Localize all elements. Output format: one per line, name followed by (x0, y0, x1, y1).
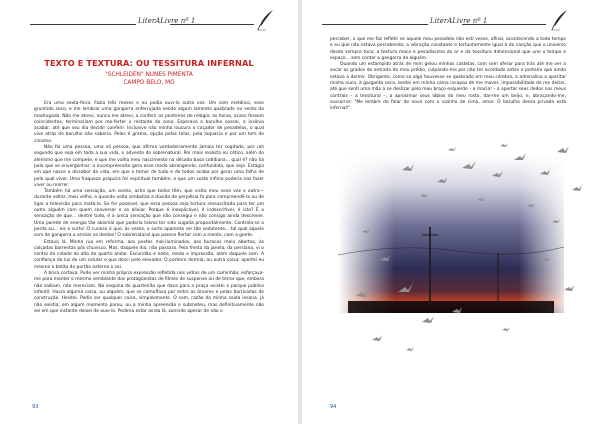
left-page (0, 0, 298, 424)
dusk-sky-illustration (338, 155, 564, 313)
paragraph: Não foi uma pessoa, uma só pessoa, que afirma verdadeiramente jamais ter cogitado, por um segundo que seja em toda a sua vida, o advento do sobrenatural. Por mais realista ou cético, além do alerismo que me compete, e que me valha meu nascimento na década basa cotidiana... qual é? não há pelo que se envergonhar: a incompreensão gera esse medo abrangendo, confundida, que seja. Estágio em que nasce o dissabor da vida, em que o temor de tudo e de todos acaba por gerar uma falha de pelo qual viver. Uma fraqueza psíquica for espiritual também, e que um susto ínfimo poderia nos fazer viver ou morrer. (34, 145, 264, 188)
article-byline (0, 71, 298, 87)
right-page (302, 0, 600, 424)
paragraph: Também há uma sensação, um sonho, acho que todos têm, que visita meu sono vez e outra—durante voltar, meu velho, e quando volta simboliza a dúvida de perpétua fa para compreendê-la ou de ligar a televisão para matá-la. Se for possível, que essa pessoa seja tortura ressuscitada para ter um outro alguém com quem conversar e se aliviar. Porque é inexplicável, é indescritível, é isto? É a sensação de que... dentre tudo, é a única sensação que não consegui e não consigo ainda descrever. Uma parede de energia tão abismal que poderia talvez ter sido sugada propositalmente. Controla-se a perda ou... eis o surto! O curioso é que, às vezes, o surto aparenta ser tão sedutente... tal qual aquele som de gangorra a arreiar os dentes! O sobrenatural que parece flertar com a mente, com a gente. (34, 189, 264, 239)
header-title: LiterALivre nº 1 (138, 17, 196, 25)
paragraph: Estava lá. Minha rua em reforma, aos postes mal-iluminados, aos buracos meio abertos, às calçadas barrentas pós chuvisco. Mas, daquele dia, não passara. Pela fresta da janela, da persiana, vi o centro da cidade do alto do quarto andar. Escuridão e noite, medo e impressão, além daquele som. A confiança da luz de um celular e que desci pelo elevador. O porteiro dormia, ou outra coisa; apertei eu mesmo o botão do portão externo e sai. (34, 239, 264, 270)
page-number: 93 (32, 404, 39, 410)
page-header (302, 8, 600, 34)
article-title: TEXTO E TEXTURA: OU TESSITURA INFERNAL (44, 58, 254, 68)
article-body (34, 101, 264, 315)
author-location: CAMPO BELO, MG (123, 80, 175, 86)
paragraph: perceber, o que me faz refletir se aquele meu pesadelo não esti vesse, afinal, acontecendo a todo tempo e eu que não estava percebendo; a vibração constante e tortuntamente igual à da canção que o universo desde sempre toca; a textura maca e pesadíssima do ar e da tessitura dimensional que une o tempo e espaço... sem contar a gangorra de alguém. (330, 37, 566, 61)
quill-pen-icon (550, 9, 570, 31)
author-name: "SCHLEIDEN" NUNES PIMENTA (105, 72, 193, 78)
header-rule (30, 24, 136, 25)
header-rule (322, 24, 428, 25)
header-rule (462, 24, 546, 25)
header-title: LiterALivre nº 1 (430, 17, 488, 25)
page-header (0, 8, 298, 34)
quill-pen-icon (256, 9, 276, 31)
header-rule (170, 24, 254, 25)
paragraph: Era uma sexta-feira. Fazia três meses e eu podia ouvi-lo outra vez. Um som metálico, esse grunhido seco, e me lembrar uma gangorra enferrujada sendo algum lamento quebrado no vento da madrugada. Não me atrevi, nunca me atrevi, a conferir os ponteiros do relógio; as horas, acaso fossem coincidentes, terminariam por me-ferter o restante do sono. Esperava o barulho cessar, a insônia acabar, até que seu dia decidir conferir. Inclusive não minha loucura o caçador de pesadelos, o qual vive atrás do barulho não saberia. Pelos é grama, opção pelas tolas, pela loquacia e por um tom de cinismo. (34, 101, 264, 144)
dusk-sky-photo (338, 155, 564, 313)
paragraph: Quando um estampido atrás de mim gelou minhas costelas, com sem oferar para trás até me ver a socar as grades de entrada do meu prédio, culpando-me por não ter acordado antes o porteiro que ainda estava a dormir. Obrigante, como se algo houvesse se quebrado em meu cérebro, a adrenalina a aperitar minha nuca, à garganta seca, sentei em minha cama incapaz de me mover, impossibilitado de me deitar, até que senti uma mão a se deslizar pelo meu braço esquerdo – a macia! – a apertar seus dedos nos meus contrais – a tessitural –, a aproximar seus lábios do meu rosto, dar-me um beijo, e, abraçando-me, sussurrar: "Me lembre de falar de novo com o vizinho de cima, amor. O barulho dessa privada está infernal!". (330, 62, 566, 112)
page-number: 94 (330, 404, 337, 410)
paragraph: A brisa cortava. Pude ver minha própria expressão refletida nos vidros de um caminhão; esforçava-me para manter o mesmo semblante dos protagonistas de filmes de suspense ou de terror que, embora não saibam, não mereciam. Na esquina do quarteirão que dava para a praça avistei o parque público infantil. Havia alguma coisa, ou alguém, que se camuflava por entre as árvores e pelas barricadas de construção. Hesitei. Podia ser qualquer coisa, simplesmente. O som, razão da minha saída insana, já não existia; em algum momento parou, ou a minha apreensão o submeteu, mas definitivamente não sei em que instante deixei de ouvi-lo. Poderia estar ainda lá, zunindo apesar de não o (34, 271, 264, 314)
article-body (330, 37, 566, 113)
